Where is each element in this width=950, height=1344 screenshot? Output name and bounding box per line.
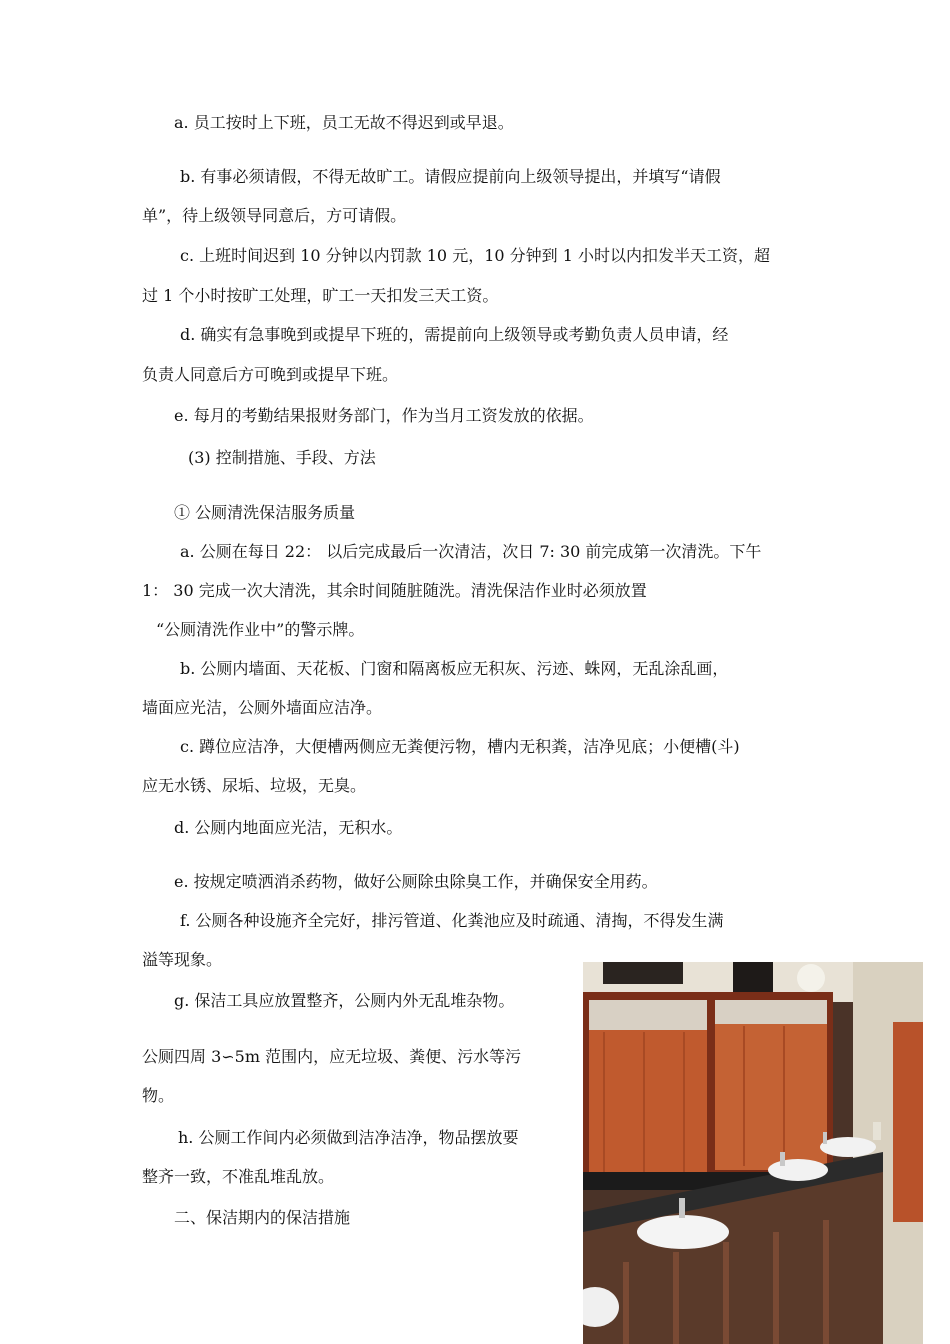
std-h-line-2: 整齐一致，不准乱堆乱放。 — [142, 1167, 335, 1186]
std-a-line-3: “公厕清洗作业中”的警示牌。 — [156, 620, 365, 639]
restroom-photo-illustration — [583, 962, 923, 1344]
std-g: g. 保洁工具应放置整齐，公厕内外无乱堆杂物。 — [174, 991, 515, 1010]
std-a-line-2: 1： 30 完成一次大清洗，其余时间随脏随洗。清洗保洁作业时必须放置 — [142, 581, 647, 600]
std-d: d. 公厕内地面应光洁，无积水。 — [174, 818, 403, 837]
std-f-line-1: f. 公厕各种设施齐全完好，排污管道、化粪池应及时疏通、清掏，不得发生满 — [180, 911, 724, 930]
rule-b-line-1: b. 有事必须请假，不得无故旷工。请假应提前向上级领导提出，并填写“请假 — [180, 167, 721, 186]
rule-b-line-2: 单”，待上级领导同意后，方可请假。 — [142, 206, 407, 225]
section-heading-3: (3) 控制措施、手段、方法 — [188, 448, 376, 467]
rule-d-line-1: d. 确实有急事晚到或提早下班的，需提前向上级领导或考勤负责人员申请，经 — [180, 325, 729, 344]
std-c-line-1: c. 蹲位应洁净，大便槽两侧应无粪便污物，槽内无积粪，洁净见底；小便槽(斗) — [180, 737, 740, 756]
std-g-cont-line-1: 公厕四周 3∽5m 范围内，应无垃圾、粪便、污水等污 — [142, 1047, 522, 1066]
rule-c-line-1: c. 上班时间迟到 10 分钟以内罚款 10 元，10 分钟到 1 小时以内扣发半天工资，超 — [180, 246, 770, 265]
rule-d-line-2: 负责人同意后方可晚到或提早下班。 — [142, 365, 399, 384]
std-a-line-1: a. 公厕在每日 22： 以后完成最后一次清洁，次日 7: 30 前完成第一次清洗。下午 — [180, 542, 762, 561]
chapter-heading-2: 二、保洁期内的保洁措施 — [174, 1208, 351, 1227]
std-f-line-2: 溢等现象。 — [142, 950, 223, 969]
std-h-line-1: h. 公厕工作间内必须做到洁净洁净，物品摆放要 — [178, 1128, 519, 1147]
std-c-line-2: 应无水锈、尿垢、垃圾，无臭。 — [142, 776, 367, 795]
rule-a: a. 员工按时上下班，员工无故不得迟到或早退。 — [174, 113, 514, 132]
rule-c-line-2: 过 1 个小时按旷工处理，旷工一天扣发三天工资。 — [142, 286, 499, 305]
rule-e: e. 每月的考勤结果报财务部门，作为当月工资发放的依据。 — [174, 406, 594, 425]
std-b-line-1: b. 公厕内墙面、天花板、门窗和隔离板应无积灰、污迹、蛛网，无乱涂乱画， — [180, 659, 729, 678]
std-e: e. 按规定喷洒消杀药物，做好公厕除虫除臭工作，并确保安全用药。 — [174, 872, 658, 891]
subsection-heading-1: ① 公厕清洗保洁服务质量 — [174, 503, 356, 522]
std-g-cont-line-2: 物。 — [142, 1086, 175, 1105]
std-b-line-2: 墙面应光洁，公厕外墙面应洁净。 — [142, 698, 383, 717]
restroom-photo — [583, 962, 923, 1344]
